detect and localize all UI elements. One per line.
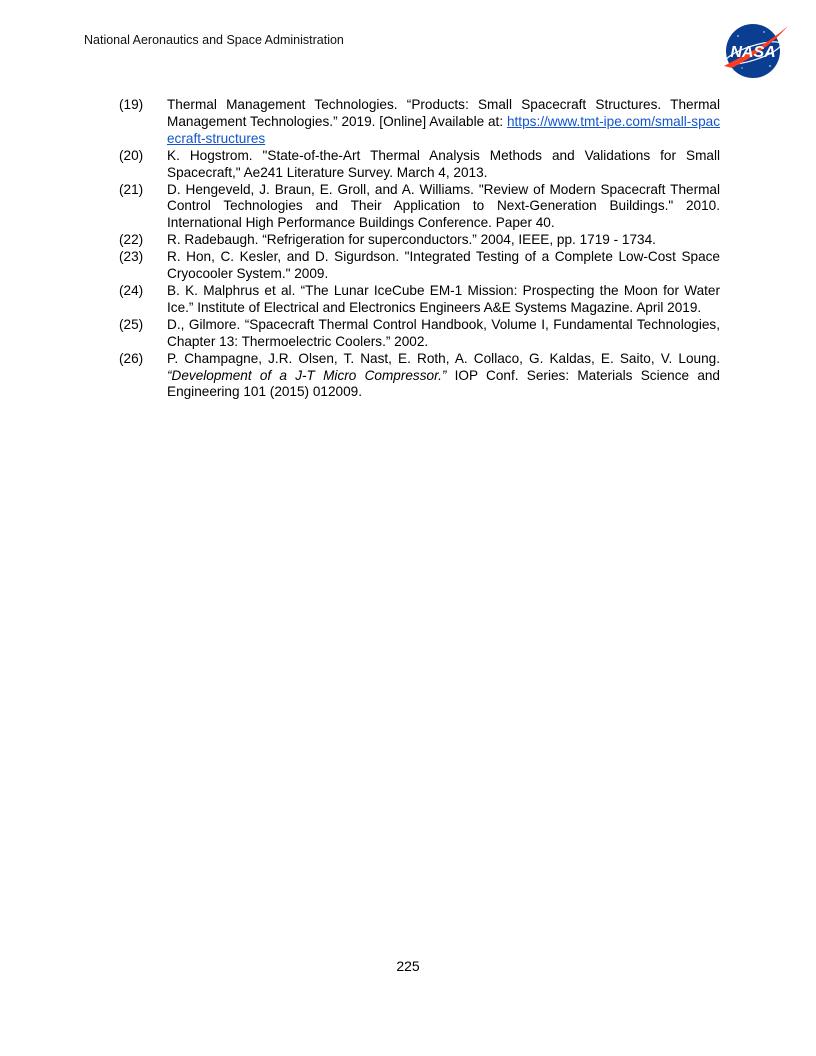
- reference-number: (25): [119, 316, 144, 332]
- reference-item: [119, 351, 720, 402]
- reference-item: [119, 148, 720, 182]
- reference-text: B. K. Malphrus et al. “The Lunar IceCube EM-1 Mission: Prospecting the Moon for Water Ice.” Institute of Electrical and Electronics Engineers A&E Systems Magazine. April 2019.: [167, 282, 720, 315]
- reference-number: (20): [119, 147, 144, 163]
- reference-text: D., Gilmore. “Spacecraft Thermal Control Handbook, Volume I, Fundamental Technologies, Chapter 13: Thermoelectric Coolers.” 2002.: [167, 316, 720, 349]
- reference-number: (22): [119, 232, 144, 248]
- page-number: 225: [396, 958, 420, 974]
- organization-name: National Aeronautics and Space Administration: [84, 33, 344, 47]
- reference-item: [119, 97, 720, 148]
- reference-number: (19): [119, 97, 144, 112]
- logo-text: NASA: [730, 44, 776, 61]
- reference-link[interactable]: https://www.tmt-ipe.com/small-spacecraft-structures: [167, 113, 720, 146]
- reference-title-italic: “Development of a J-T Micro Compressor.”: [167, 367, 447, 383]
- nasa-logo-icon: [720, 22, 790, 80]
- reference-number: (24): [119, 282, 144, 298]
- reference-text: D. Hengeveld, J. Braun, E. Groll, and A. Williams. "Review of Modern Spacecraft Thermal Control Technologies and Their Application to Next-Generation Buildings." 2010. International High Performance Buildings Conference. Paper 40.: [167, 181, 720, 231]
- reference-item: [119, 283, 720, 317]
- reference-item: [119, 317, 720, 351]
- reference-text: K. Hogstrom. "State-of-the-Art Thermal Analysis Methods and Validations for Small Spacecraft," Ae241 Literature Survey. March 4, 2013.: [167, 147, 720, 180]
- reference-number: (23): [119, 249, 144, 265]
- reference-number: (21): [119, 181, 144, 197]
- reference-text: R. Hon, C. Kesler, and D. Sigurdson. "Integrated Testing of a Complete Low-Cost Space Cryocooler System." 2009.: [167, 249, 720, 282]
- reference-text: Thermal Management Technologies. “Products: Small Spacecraft Structures. Thermal Management Technologies.” 2019. [Online] Available at: https://www.tmt-ipe.com/small-spacecraft-structures: [167, 97, 720, 146]
- reference-item: [119, 232, 720, 249]
- reference-list: [119, 97, 720, 401]
- reference-item: [119, 182, 720, 233]
- reference-number: (26): [119, 350, 144, 366]
- reference-item: [119, 249, 720, 283]
- reference-text: P. Champagne, J.R. Olsen, T. Nast, E. Roth, A. Collaco, G. Kaldas, E. Saito, V. Loung. “Development of a J-T Micro Compressor.” IOP Conf. Series: Materials Science and Engineering 101 (2015) 012009.: [167, 350, 720, 400]
- reference-text: R. Radebaugh. “Refrigeration for superconductors.” 2004, IEEE, pp. 1719 - 1734.: [167, 232, 656, 248]
